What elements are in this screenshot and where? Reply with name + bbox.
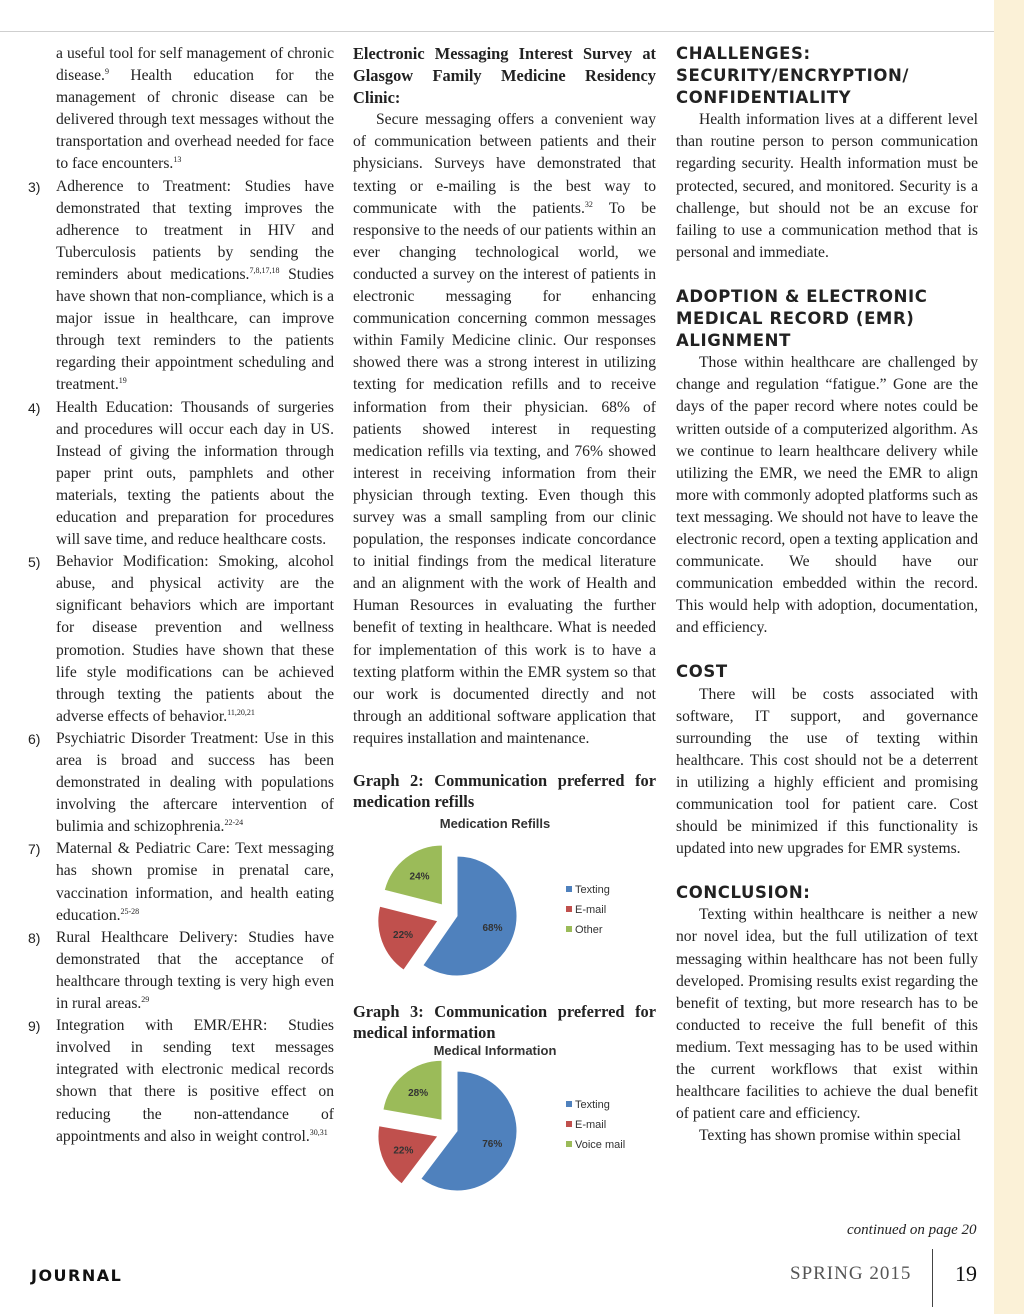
list-item-text: Adherence to Treatment: Studies have demonstrated that texting improves the adherence to treatment in HIV and Tuberculosis patients by sending the reminders about medications. <box>56 177 334 283</box>
list-number: 9) <box>28 1018 41 1035</box>
legend-swatch <box>566 906 572 912</box>
list-item <box>28 551 334 728</box>
section-heading-adoption: ADOPTION & ELECTRONIC MEDICAL RECORD (EMR) ALIGNMENT <box>676 286 928 351</box>
section-heading-challenges: CHALLENGES: SECURITY/ENCRYPTION/ CONFIDENTIALITY <box>676 44 910 108</box>
page-edge-strip <box>994 0 1024 1314</box>
citation: 9 <box>104 67 109 77</box>
citation: 11,20,21 <box>227 707 255 717</box>
citation: 25-28 <box>120 906 140 916</box>
list-item-text: Behavior Modification: Smoking, alcohol abuse, and physical activity are the significant behaviors which are important for disease prevention and wellness promotion. Studies have shown that these life style modifications can be achieved through texting the patients about the adverse effects of behavior. <box>56 553 334 725</box>
column-1 <box>28 43 334 1148</box>
medication-refills-pie-chart <box>353 812 656 997</box>
benefit-list <box>28 176 334 1148</box>
issue-season: SPRING 2015 <box>790 1263 912 1284</box>
citation: 30,31 <box>309 1127 328 1137</box>
citation: 22-24 <box>224 818 244 828</box>
graph-2-title: Graph 2: Communication preferred for medication refills <box>353 771 656 811</box>
citation: 7,8,17,18 <box>249 265 280 275</box>
graph-3-title: Graph 3: Communication preferred for medical information <box>353 1002 656 1042</box>
survey-text-2: To be responsive to the needs of our patients within an ever changing technological world, we conducted a survey on the interest of patients in electronic messaging for enhancing communication concerning common messages within Family Medicine clinic. Our responses showed there was a strong interest in utilizing texting for medication refills and to receive information from their physician. 68% of patients showed interest in requesting medication refills via texting, and 76% showed interest in receiving information from their physician through texting. Even though this survey was a small sampling from our clinic population, the responses indicate concordance to initial findings from the medical literature and an alignment with the work of Health and Human Resources in evaluating the further benefit of texting in healthcare. What is needed for implementation of this work is to have a texting platform within the EMR system so that our work is documented directly and not through an additional software application that requires installation and maintenance. <box>353 199 657 747</box>
list-item-text: Integration with EMR/EHR: Studies involved in sending text messages integrated with electronic medical records shown that there is positive effect on reducing the non-attendance of appointments and also in weight control. <box>56 1017 334 1145</box>
list-item-continuation: Studies have shown that non-compliance, which is a major issue in healthcare, can improve through text reminders to the patients regarding their appointment scheduling and treatment. <box>56 265 334 394</box>
citation: 19 <box>118 376 127 386</box>
legend-swatch <box>566 1141 572 1147</box>
intro-text-2: Health education for the management of chronic disease can be delivered through text messages without the transportation and overhead needed for face to face encounters. <box>56 67 334 173</box>
citation: 13 <box>173 155 182 165</box>
list-item-text: Psychiatric Disorder Treatment: Use in this area is broad and success has been demonstrated in dealing with populations involving the aftercare intervention of bulimia and schizophrenia. <box>56 729 334 836</box>
footer-divider <box>932 1249 933 1307</box>
legend-label: Texting <box>575 1099 610 1111</box>
list-number: 6) <box>28 730 41 747</box>
survey-paragraph <box>353 109 656 750</box>
list-number: 8) <box>28 929 41 946</box>
list-number: 7) <box>28 841 41 858</box>
list-item <box>28 1015 334 1148</box>
journal-name: JOURNAL <box>31 1266 123 1285</box>
list-item <box>28 176 334 397</box>
list-number: 5) <box>28 554 41 571</box>
legend-swatch <box>566 1121 572 1127</box>
section-text-cost: There will be costs associated with software, IT support, and governance surrounding the use of texting within healthcare. This cost should not be a deterrent in utilizing a highly efficient and promising communication tool for patient care. Cost should be minimized if this functionality is updated into new upgrades for EMR systems. <box>676 685 978 858</box>
pie-data-label: 68% <box>482 923 503 935</box>
list-item <box>28 397 334 552</box>
citation: 32 <box>584 199 593 209</box>
section-heading-conclusion: CONCLUSION: <box>676 883 811 903</box>
chart-title: Medication Refills <box>439 816 551 831</box>
pie-data-label: 76% <box>482 1138 503 1150</box>
list-item <box>28 927 334 1015</box>
section-text-conclusion-2: Texting has shown promise within special <box>699 1127 961 1145</box>
legend-label: E-mail <box>575 1119 607 1131</box>
pie-data-label: 28% <box>408 1087 429 1099</box>
top-rule <box>0 31 994 32</box>
survey-text: Secure messaging offers a convenient way of communication between patients and their physicians. Surveys have demonstrated that texting or e-mailing is the best way to communicate with the patients. <box>353 111 656 217</box>
section-text-conclusion: Texting within healthcare is neither a new nor novel idea, but the full utilization of text messaging within healthcare has not been fully developed. Promising results exist regarding the benefit of texting, but more research has to be conducted to receive the full benefit of this medium. Text messaging has to be used within the current workflows that exist within healthcare facilities to achieve the dual benefit of patient care and efficiency. <box>676 906 978 1123</box>
pie-data-label: 22% <box>393 929 414 941</box>
citation: 29 <box>141 995 150 1005</box>
pie-data-label: 22% <box>393 1145 414 1157</box>
column-2 <box>353 43 656 1193</box>
list-item-text: Health Education: Thousands of surgeries and procedures will occur each day in US. Instead of giving the information through paper print outs, pamphlets and other materials, texting the patients about the education and preparation for procedures will save time, and reduce healthcare costs. <box>56 398 334 549</box>
section-text-challenges: Health information lives at a different level than routine person to person communication regarding security. Health information must be protected, secured, and monitored. Security is a challenge, but should not be an excuse for failing to use a communication method that is personal and immediate. <box>676 111 978 261</box>
chart-title: Medical Information <box>433 1043 557 1058</box>
section-heading-cost: COST <box>676 662 728 682</box>
intro-text: a useful tool for self management of chronic disease. <box>56 45 334 85</box>
section-text-adoption: Those within healthcare are challenged by change and regulation “fatigue.” Gone are the days of the paper record where notes could be written outside of a computerized algorithm. As we continue to learn healthcare delivery while utilizing the EMR, we need the EMR to align more with commonly adopted platforms such as text messaging. We should not have to leave the electronic record, open a texting application and communicate. We should have our communication embedded within the record. This would help with adoption, documentation, and efficiency. <box>676 354 978 637</box>
medical-information-pie-chart <box>353 1043 656 1193</box>
list-item-text: Maternal & Pediatric Care: Text messaging has shown promise in prenatal care, vaccination information, and health eating education. <box>56 840 334 924</box>
legend-label: Texting <box>575 884 610 896</box>
intro-paragraph <box>56 43 334 176</box>
list-item-text: Rural Healthcare Delivery: Studies have demonstrated that the acceptance of healthcare through texting is very high even in rural areas. <box>56 928 334 1013</box>
list-number: 3) <box>28 178 41 195</box>
legend-swatch <box>566 886 572 892</box>
pie-data-label: 24% <box>409 871 430 883</box>
page-number: 19 <box>955 1261 977 1286</box>
legend-label: Other <box>575 924 603 936</box>
legend-label: E-mail <box>575 904 607 916</box>
legend-swatch <box>566 1101 572 1107</box>
list-number: 4) <box>28 399 41 416</box>
continued-note: continued on page 20 <box>847 1222 977 1238</box>
legend-swatch <box>566 926 572 932</box>
list-item <box>28 838 334 926</box>
list-item <box>28 728 334 838</box>
legend-label: Voice mail <box>575 1139 626 1151</box>
survey-heading: Electronic Messaging Interest Survey at Glasgow Family Medicine Residency Clinic: <box>353 44 656 108</box>
column-3 <box>676 43 978 1147</box>
